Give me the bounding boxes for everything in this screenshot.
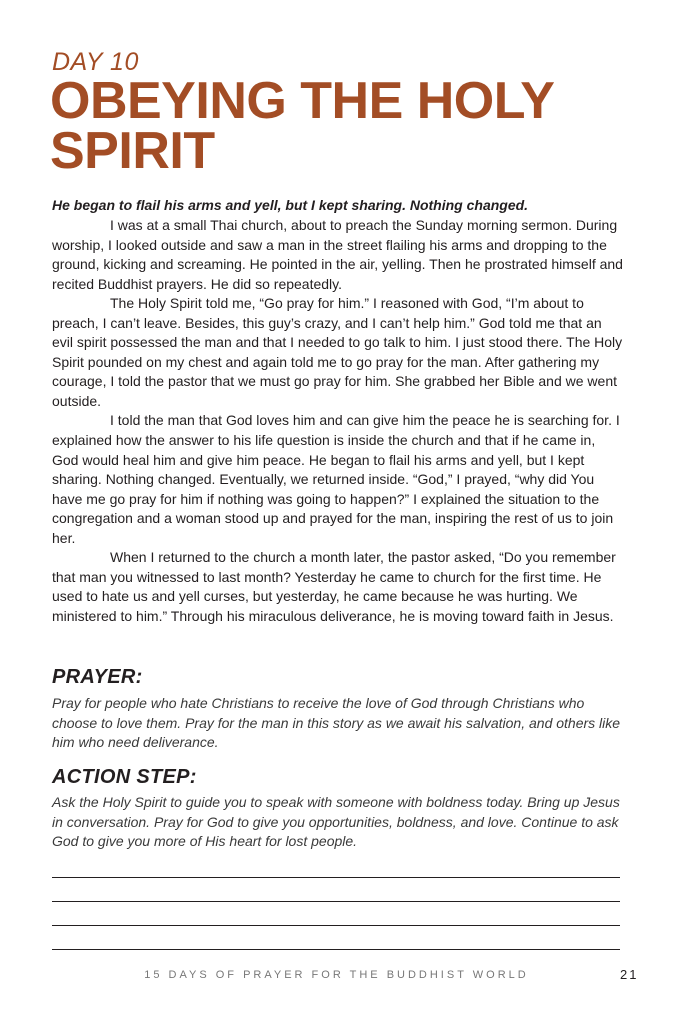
writing-line [52,877,620,878]
prayer-heading: PRAYER: [52,666,143,688]
prayer-text: Pray for people who hate Christians to receive the love of God through Christians who choose to love them. Pray for the man in this story as we await his salvation, and others like him who need deliverance. [52,695,621,750]
writing-line [52,925,620,926]
action-step-text: Ask the Holy Spirit to guide you to speak with someone with boldness today. Bring up Jesus in conversation. Pray for God to give you opportunities, boldness, and love. Continue to ask God to give you more of His heart for lost people. [52,794,620,849]
action-step-heading: ACTION STEP: [52,766,197,788]
writing-line [52,949,620,950]
story-paragraph: I told the man that God loves him and can give him the peace he is searching for. I explained how the answer to his life question is inside the church and that if he came in, God would heal him and give him peace. He began to flail his arms and yell, but I kept sharing. Nothing changed. Eventually, we returned inside. “God,” I prayed, “why did You have me go pray for him if nothing was going to happen?” I explained the situation to the congregation and a woman stood up and prayed for the man, inspiring the rest of us to join her. [52,412,620,546]
page-number: 21 [620,967,639,982]
lede-quote: He began to flail his arms and yell, but I kept sharing. Nothing changed. [52,197,529,213]
story-paragraph: The Holy Spirit told me, “Go pray for him.” I reasoned with God, “I’m about to preach, I can’t leave. Besides, this guy’s crazy, and I can’t help him.” God told me that an evil spirit possessed the man and that I needed to go talk to him. I just stood there. The Holy Spirit pounded on my chest and again told me to go pray for the man. After gathering my courage, I told the pastor that we must go pray for him. She grabbed her Bible and we went outside. [52,295,623,409]
story-paragraph: When I returned to the church a month later, the pastor asked, “Do you remember that man you witnessed to last month? Yesterday he came to church for the first time. He used to hate us and yell curses, but yesterday, he came because he was hurting. We ministered to him.” Through his miraculous deliverance, he is moving toward faith in Jesus. [52,549,616,624]
story-paragraph: I was at a small Thai church, about to preach the Sunday morning sermon. During worship, I looked outside and saw a man in the street flailing his arms and dropping to the ground, kicking and screaming. He pointed in the air, yelling. Then he prostrated himself and recited Buddhist prayers. He did so repeatedly. [52,217,623,292]
writing-line [52,901,620,902]
day-label: DAY 10 [52,48,139,76]
page-title: OBEYING THE HOLY SPIRIT [50,72,554,180]
footer-book-title: 15 DAYS OF PRAYER FOR THE BUDDHIST WORLD [144,969,529,981]
story-body [52,216,624,626]
